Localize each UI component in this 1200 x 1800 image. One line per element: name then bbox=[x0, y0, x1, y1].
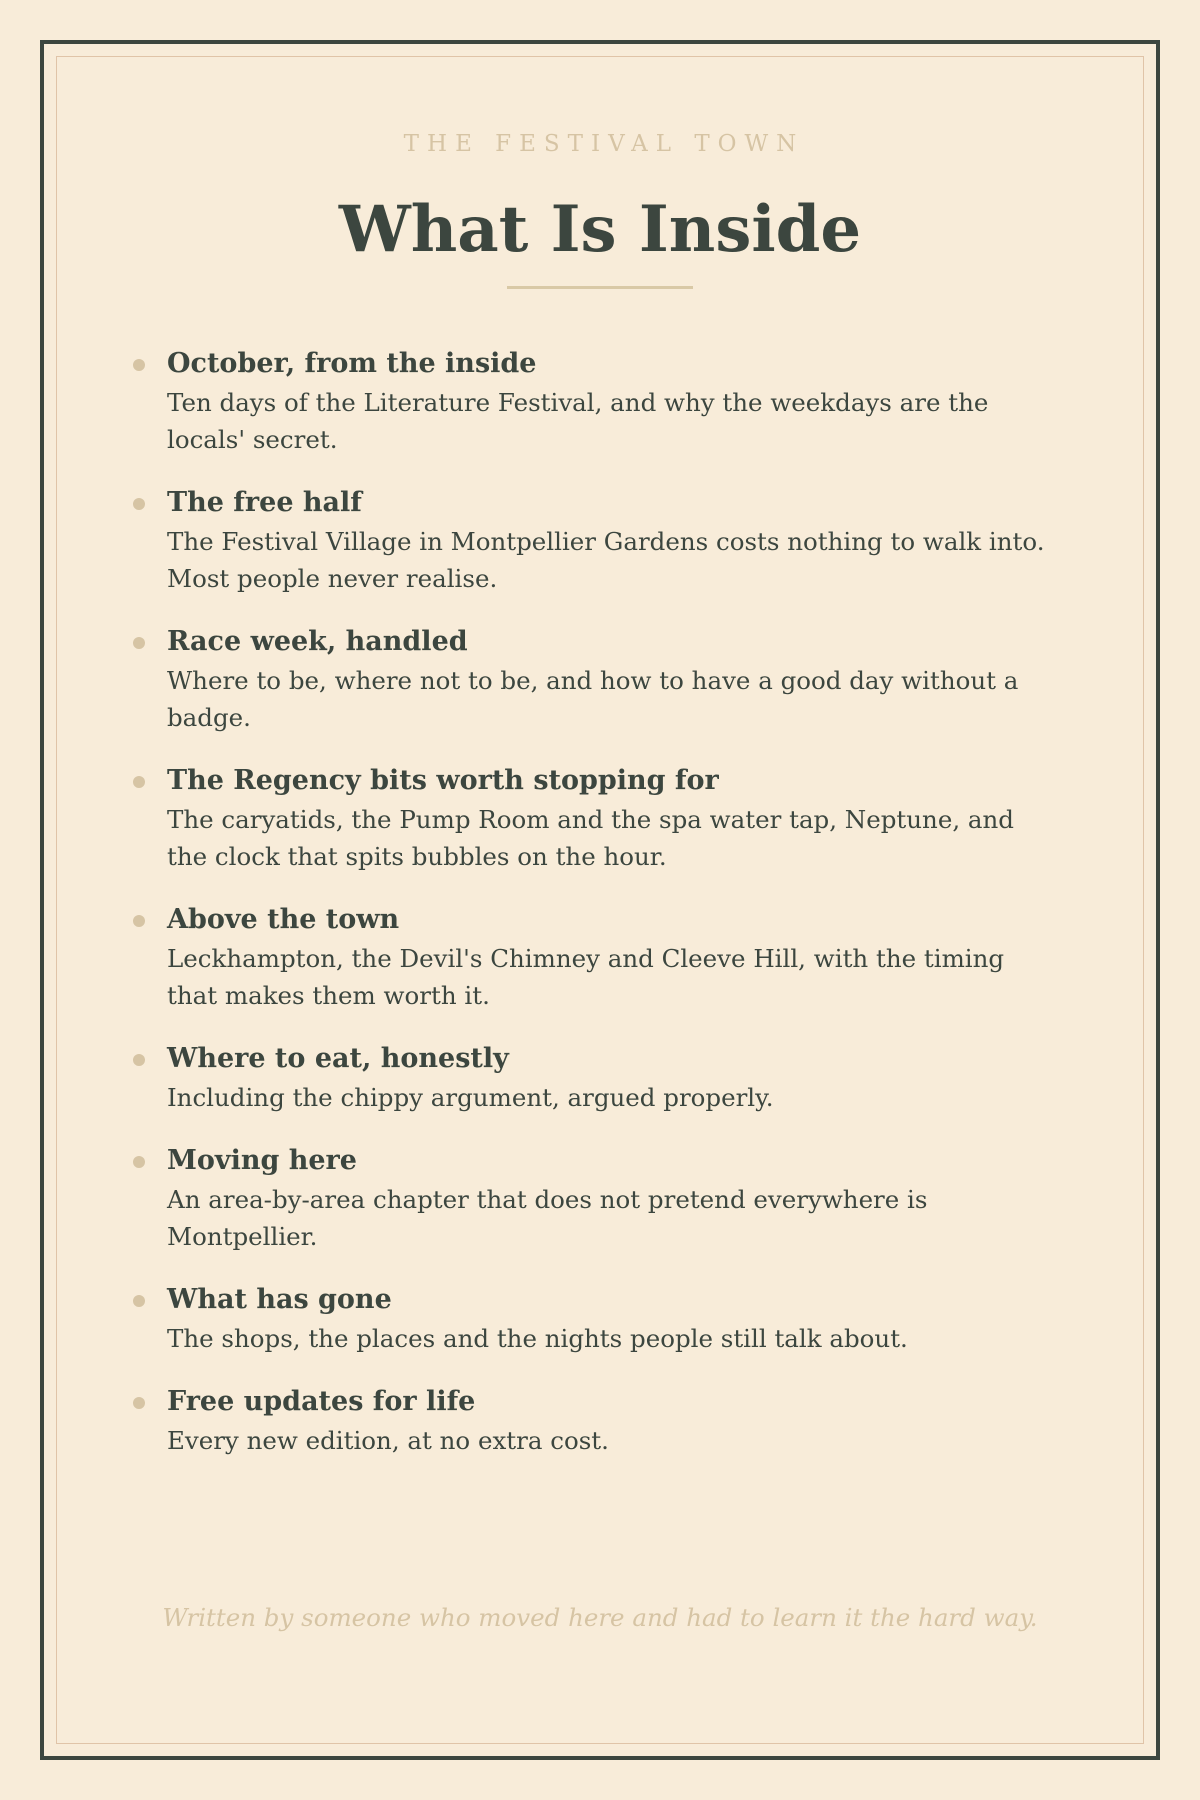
item-description: The caryatids, the Pump Room and the spa water tap, Neptune, and the clock that spits bubbles on the hour. bbox=[167, 805, 1014, 871]
contents-list bbox=[130, 344, 1050, 1484]
bullet-icon bbox=[133, 1054, 145, 1066]
bullet-icon bbox=[133, 1156, 145, 1168]
item-description: Every new edition, at no extra cost. bbox=[167, 1426, 609, 1455]
title-divider bbox=[507, 286, 693, 289]
list-item bbox=[130, 1039, 1050, 1116]
list-item bbox=[130, 344, 1050, 458]
item-title: What has gone bbox=[167, 1284, 392, 1315]
bullet-icon bbox=[133, 776, 145, 788]
item-title: October, from the inside bbox=[167, 348, 537, 379]
item-title: Moving here bbox=[167, 1145, 357, 1176]
item-description: Ten days of the Literature Festival, and why the weekdays are the locals' secret. bbox=[167, 388, 989, 454]
item-title: Race week, handled bbox=[167, 626, 468, 657]
item-description: Including the chippy argument, argued properly. bbox=[167, 1083, 774, 1112]
list-item bbox=[130, 1280, 1050, 1357]
item-description: The Festival Village in Montpellier Gardens costs nothing to walk into. Most people never realise. bbox=[167, 527, 1045, 593]
item-title: Where to eat, honestly bbox=[167, 1043, 509, 1074]
list-item bbox=[130, 1382, 1050, 1459]
list-item bbox=[130, 622, 1050, 736]
footer-tagline: Written by someone who moved here and had to learn it the hard way. bbox=[162, 1603, 1038, 1632]
item-title: The free half bbox=[167, 487, 362, 518]
item-title: The Regency bits worth stopping for bbox=[167, 765, 719, 796]
item-title: Above the town bbox=[167, 904, 400, 935]
page-title: What Is Inside bbox=[338, 192, 862, 267]
item-description: Where to be, where not to be, and how to have a good day without a badge. bbox=[167, 666, 1019, 732]
item-description: The shops, the places and the nights people still talk about. bbox=[167, 1324, 908, 1353]
list-item bbox=[130, 761, 1050, 875]
list-item bbox=[130, 900, 1050, 1014]
bullet-icon bbox=[133, 915, 145, 927]
bullet-icon bbox=[133, 359, 145, 371]
item-description: Leckhampton, the Devil's Chimney and Cleeve Hill, with the timing that makes them worth it. bbox=[167, 944, 1005, 1010]
item-description: An area-by-area chapter that does not pretend everywhere is Montpellier. bbox=[167, 1185, 928, 1251]
list-item bbox=[130, 1141, 1050, 1255]
bullet-icon bbox=[133, 498, 145, 510]
item-title: Free updates for life bbox=[167, 1386, 476, 1417]
list-item bbox=[130, 483, 1050, 597]
bullet-icon bbox=[133, 637, 145, 649]
bullet-icon bbox=[133, 1295, 145, 1307]
bullet-icon bbox=[133, 1397, 145, 1409]
page-kicker: THE FESTIVAL TOWN bbox=[403, 131, 805, 157]
